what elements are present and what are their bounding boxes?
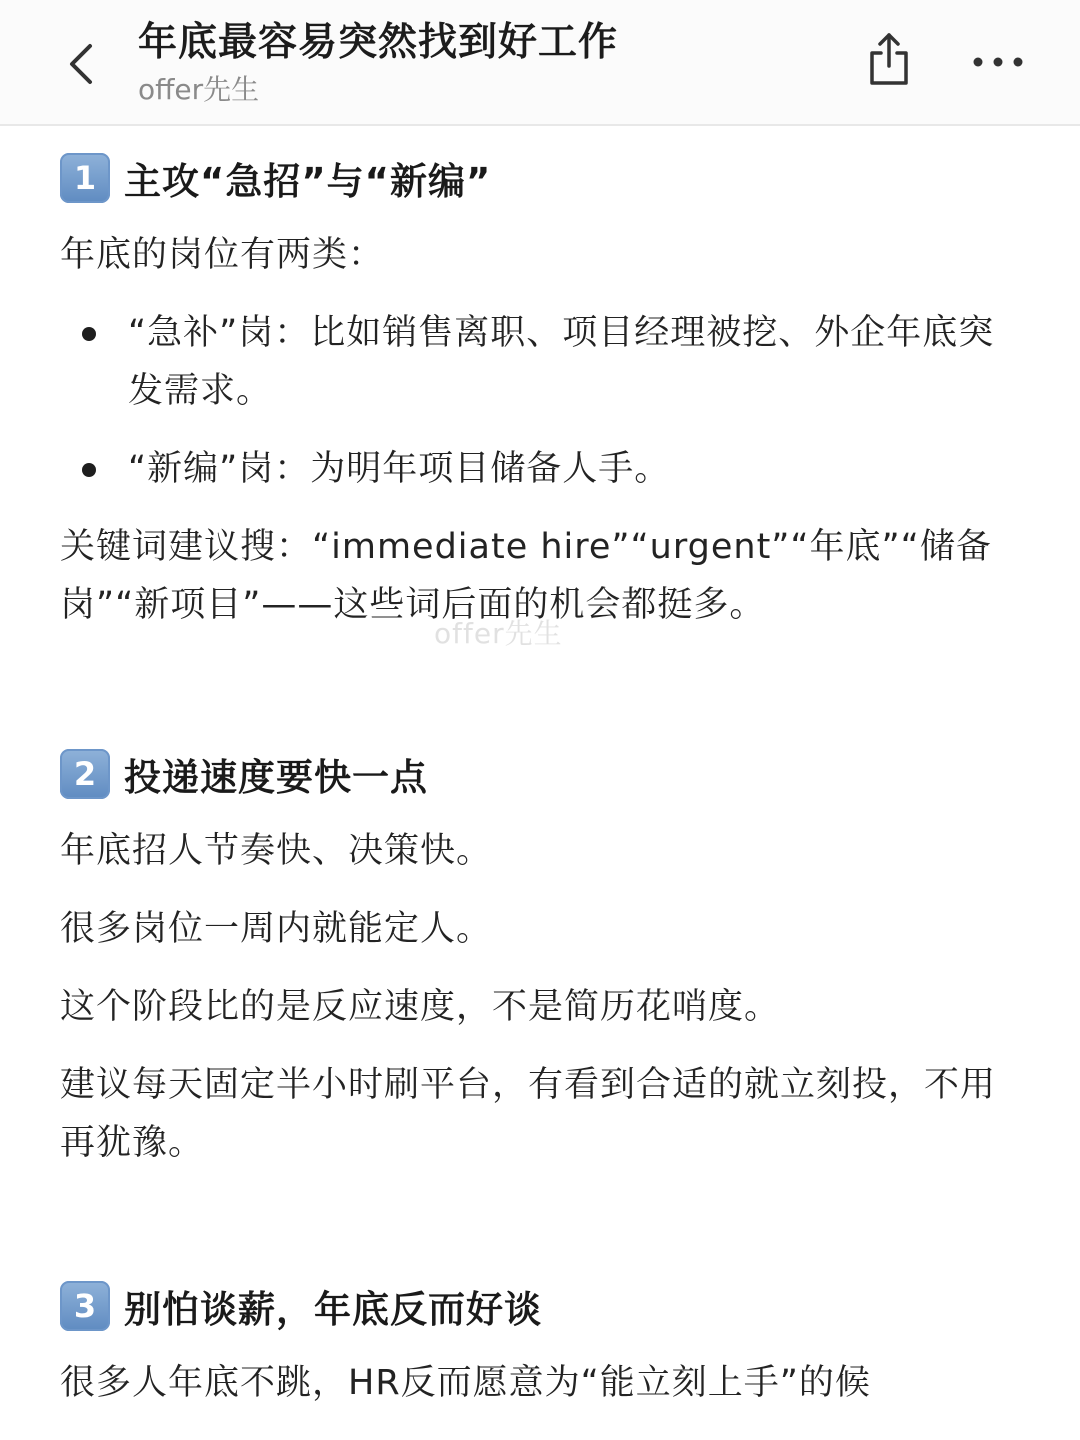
section-3 <box>60 1278 1020 1412</box>
number-badge: 2 <box>60 749 110 799</box>
bullet-dot <box>82 463 96 477</box>
paragraph: 年底的岗位有两类： <box>60 235 385 275</box>
list-item-text: “新编”岗：为明年项目储备人手。 <box>128 449 671 489</box>
section-2 <box>60 746 1020 1172</box>
paragraph: 建议每天固定半小时刷平台，有看到合适的就立刻投，不用再犹豫。 <box>60 1065 997 1163</box>
list-item-text: “急补”岗：比如销售离职、项目经理被挖、外企年底突发需求。 <box>128 313 995 411</box>
section-title: 投递速度要快一点 <box>124 756 428 799</box>
watermark: offer先生 <box>434 617 563 650</box>
back-button[interactable] <box>58 36 108 92</box>
section-1 <box>60 150 1020 634</box>
share-button[interactable] <box>862 30 916 90</box>
bullet-dot <box>82 327 96 341</box>
title-block <box>138 16 618 110</box>
paragraph: 年底招人节奏快、决策快。 <box>60 831 493 871</box>
top-nav-bar <box>0 0 1080 126</box>
number-badge: 3 <box>60 1281 110 1331</box>
paragraph: 很多岗位一周内就能定人。 <box>60 909 493 949</box>
page-title: 年底最容易突然找到好工作 <box>138 20 619 65</box>
author-name[interactable]: offer先生 <box>138 73 260 106</box>
section-title: 主攻“急招”与“新编” <box>124 160 492 203</box>
more-button[interactable] <box>968 44 1028 80</box>
paragraph: 这个阶段比的是反应速度，不是简历花哨度。 <box>60 987 781 1027</box>
section-heading <box>60 150 1020 206</box>
paragraph: 很多人年底不跳，HR反而愿意为“能立刻上手”的候 <box>60 1363 871 1403</box>
section-title: 别怕谈薪，年底反而好谈 <box>124 1288 542 1331</box>
list-item <box>60 304 1020 420</box>
chevron-left-icon <box>58 36 108 92</box>
section-heading <box>60 746 1020 802</box>
ellipsis-icon <box>968 44 1028 80</box>
list-item <box>60 440 1020 498</box>
section-heading <box>60 1278 1020 1334</box>
paragraph: 关键词建议搜：“immediate hire”“urgent”“年底”“储备岗”“新项目”——这些词后面的机会都挺多。 <box>60 527 992 625</box>
share-icon <box>862 30 916 90</box>
number-badge: 1 <box>60 153 110 203</box>
